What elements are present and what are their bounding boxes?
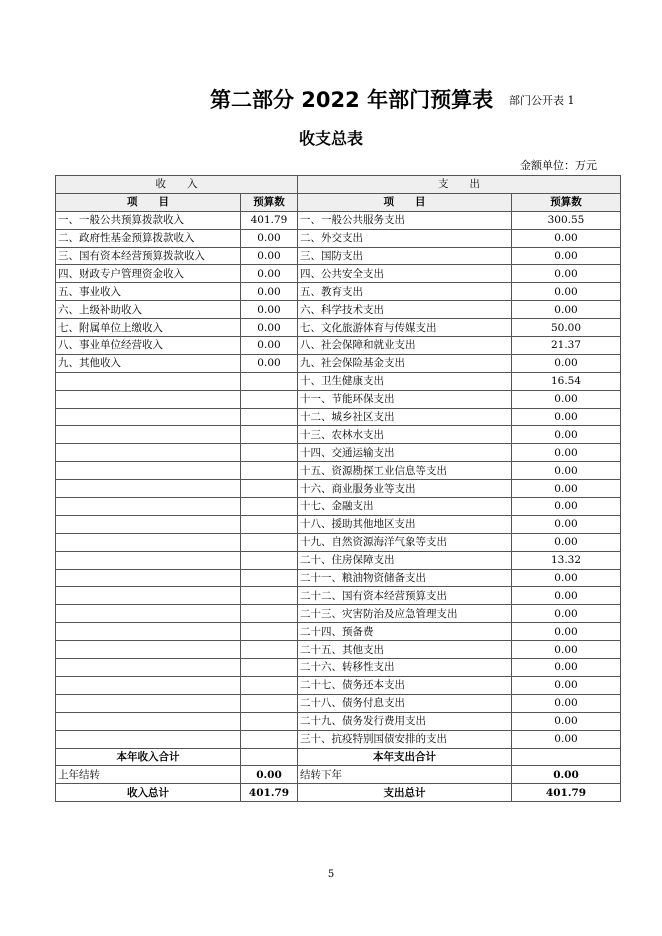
table-row xyxy=(56,641,621,659)
expense-item-cell: 十七、金融支出 xyxy=(298,498,512,516)
income-amount-cell: 0.00 xyxy=(241,265,298,283)
income-item-cell: 二、政府性基金预算拨款收入 xyxy=(56,229,241,247)
table-row xyxy=(56,480,621,498)
income-year-total-label: 本年收入合计 xyxy=(56,748,241,766)
expense-amount-cell: 0.00 xyxy=(512,426,621,444)
income-item-cell xyxy=(56,498,241,516)
income-amount-cell xyxy=(241,462,298,480)
expense-item-cell: 十二、城乡社区支出 xyxy=(298,408,512,426)
income-item-cell xyxy=(56,730,241,748)
expense-amount-header: 预算数 xyxy=(512,193,621,211)
expense-amount-cell: 0.00 xyxy=(512,569,621,587)
carry-out-value: 0.00 xyxy=(512,766,621,784)
expense-amount-cell: 13.32 xyxy=(512,551,621,569)
table-row xyxy=(56,211,621,229)
expense-item-header: 项 目 xyxy=(298,193,512,211)
expense-amount-cell: 0.00 xyxy=(512,659,621,677)
column-header-row xyxy=(56,193,621,211)
income-amount-cell xyxy=(241,694,298,712)
income-item-cell xyxy=(56,676,241,694)
table-row xyxy=(56,229,621,247)
grand-total-row xyxy=(56,784,621,802)
expense-amount-cell: 0.00 xyxy=(512,229,621,247)
expense-amount-cell: 0.00 xyxy=(512,480,621,498)
table-row xyxy=(56,623,621,641)
expense-item-cell: 二十四、预备费 xyxy=(298,623,512,641)
income-year-total-value xyxy=(241,748,298,766)
income-item-header: 项 目 xyxy=(56,193,241,211)
table-row xyxy=(56,498,621,516)
income-amount-cell: 0.00 xyxy=(241,354,298,372)
expense-amount-cell: 21.37 xyxy=(512,337,621,355)
expense-item-cell: 十六、商业服务业等支出 xyxy=(298,480,512,498)
table-row xyxy=(56,247,621,265)
carry-over-row xyxy=(56,766,621,784)
income-item-cell xyxy=(56,426,241,444)
income-amount-cell xyxy=(241,659,298,677)
income-amount-cell xyxy=(241,408,298,426)
expense-amount-cell: 0.00 xyxy=(512,694,621,712)
table-row xyxy=(56,694,621,712)
income-item-cell xyxy=(56,408,241,426)
table-row xyxy=(56,587,621,605)
table-row xyxy=(56,337,621,355)
income-amount-cell xyxy=(241,587,298,605)
expense-item-cell: 十八、援助其他地区支出 xyxy=(298,515,512,533)
income-amount-cell xyxy=(241,426,298,444)
expense-section-header: 支 出 xyxy=(298,176,621,194)
carry-out-label: 结转下年 xyxy=(298,766,512,784)
income-amount-cell xyxy=(241,569,298,587)
income-amount-cell xyxy=(241,515,298,533)
expense-amount-cell: 0.00 xyxy=(512,283,621,301)
income-amount-cell: 0.00 xyxy=(241,283,298,301)
income-amount-cell xyxy=(241,551,298,569)
income-amount-header: 预算数 xyxy=(241,193,298,211)
expense-item-cell: 三、国防支出 xyxy=(298,247,512,265)
income-item-cell xyxy=(56,372,241,390)
expense-item-cell: 三十、抗疫特别国债安排的支出 xyxy=(298,730,512,748)
expense-amount-cell: 0.00 xyxy=(512,533,621,551)
table-row xyxy=(56,551,621,569)
table-row xyxy=(56,426,621,444)
income-item-cell: 四、财政专户管理资金收入 xyxy=(56,265,241,283)
income-item-cell: 五、事业收入 xyxy=(56,283,241,301)
expense-amount-cell: 0.00 xyxy=(512,354,621,372)
expense-item-cell: 二十一、粮油物资储备支出 xyxy=(298,569,512,587)
income-item-cell xyxy=(56,444,241,462)
expense-item-cell: 六、科学技术支出 xyxy=(298,301,512,319)
income-item-cell xyxy=(56,569,241,587)
expense-item-cell: 十、卫生健康支出 xyxy=(298,372,512,390)
income-item-cell xyxy=(56,533,241,551)
table-row xyxy=(56,712,621,730)
income-amount-cell xyxy=(241,372,298,390)
income-total-label: 收入总计 xyxy=(56,784,241,802)
expense-amount-cell: 0.00 xyxy=(512,587,621,605)
table-row xyxy=(56,676,621,694)
expense-amount-cell: 0.00 xyxy=(512,730,621,748)
expense-item-cell: 二十六、转移性支出 xyxy=(298,659,512,677)
section-header-row xyxy=(56,176,621,194)
table-row xyxy=(56,372,621,390)
expense-item-cell: 二十、住房保障支出 xyxy=(298,551,512,569)
table-row xyxy=(56,659,621,677)
income-item-cell xyxy=(56,712,241,730)
table-row xyxy=(56,301,621,319)
income-amount-cell xyxy=(241,498,298,516)
expense-item-cell: 十一、节能环保支出 xyxy=(298,390,512,408)
table-tag: 部门公开表 1 xyxy=(509,94,575,107)
page-number: 5 xyxy=(327,869,335,880)
expense-amount-cell: 0.00 xyxy=(512,247,621,265)
table-row xyxy=(56,515,621,533)
income-amount-cell: 0.00 xyxy=(241,229,298,247)
expense-item-cell: 二十七、债务还本支出 xyxy=(298,676,512,694)
income-item-cell xyxy=(56,623,241,641)
expense-item-cell: 二十八、债务付息支出 xyxy=(298,694,512,712)
income-item-cell: 一、一般公共预算拨款收入 xyxy=(56,211,241,229)
income-amount-cell xyxy=(241,712,298,730)
income-amount-cell: 0.00 xyxy=(241,319,298,337)
income-item-cell xyxy=(56,390,241,408)
table-subtitle: 收支总表 xyxy=(298,129,363,148)
expense-amount-cell: 0.00 xyxy=(512,515,621,533)
income-amount-cell: 0.00 xyxy=(241,247,298,265)
income-item-cell: 九、其他收入 xyxy=(56,354,241,372)
expense-total-value: 401.79 xyxy=(512,784,621,802)
income-item-cell xyxy=(56,587,241,605)
table-row xyxy=(56,444,621,462)
table-row xyxy=(56,408,621,426)
expense-year-total-value xyxy=(512,748,621,766)
income-item-cell xyxy=(56,641,241,659)
income-amount-cell xyxy=(241,390,298,408)
table-row xyxy=(56,354,621,372)
expense-amount-cell: 0.00 xyxy=(512,623,621,641)
income-amount-cell xyxy=(241,533,298,551)
table-row xyxy=(56,283,621,301)
expense-total-label: 支出总计 xyxy=(298,784,512,802)
expense-amount-cell: 0.00 xyxy=(512,498,621,516)
expense-item-cell: 八、社会保障和就业支出 xyxy=(298,337,512,355)
table-row xyxy=(56,605,621,623)
expense-amount-cell: 0.00 xyxy=(512,712,621,730)
expense-item-cell: 十五、资源勘探工业信息等支出 xyxy=(298,462,512,480)
expense-item-cell: 一、一般公共服务支出 xyxy=(298,211,512,229)
unit-label: 金额单位：万元 xyxy=(520,159,597,172)
expense-item-cell: 十九、自然资源海洋气象等支出 xyxy=(298,533,512,551)
table-row xyxy=(56,265,621,283)
table-row xyxy=(56,462,621,480)
year-total-row xyxy=(56,748,621,766)
table-row xyxy=(56,569,621,587)
income-item-cell xyxy=(56,551,241,569)
expense-item-cell: 七、文化旅游体育与传媒支出 xyxy=(298,319,512,337)
income-amount-cell xyxy=(241,480,298,498)
expense-amount-cell: 0.00 xyxy=(512,265,621,283)
income-item-cell: 三、国有资本经营预算拨款收入 xyxy=(56,247,241,265)
carry-in-label: 上年结转 xyxy=(56,766,241,784)
table-row xyxy=(56,390,621,408)
page-title: 第二部分 2022 年部门预算表 xyxy=(210,88,494,112)
income-amount-cell xyxy=(241,605,298,623)
expense-amount-cell: 0.00 xyxy=(512,641,621,659)
expense-item-cell: 二十九、债务发行费用支出 xyxy=(298,712,512,730)
expense-amount-cell: 300.55 xyxy=(512,211,621,229)
expense-item-cell: 二十三、灾害防治及应急管理支出 xyxy=(298,605,512,623)
income-amount-cell xyxy=(241,444,298,462)
expense-item-cell: 五、教育支出 xyxy=(298,283,512,301)
income-item-cell xyxy=(56,659,241,677)
carry-in-value: 0.00 xyxy=(241,766,298,784)
table-row xyxy=(56,319,621,337)
income-amount-cell: 0.00 xyxy=(241,301,298,319)
expense-amount-cell: 0.00 xyxy=(512,301,621,319)
expense-item-cell: 十三、农林水支出 xyxy=(298,426,512,444)
income-amount-cell xyxy=(241,730,298,748)
budget-table-footer xyxy=(56,748,621,802)
budget-table xyxy=(55,175,621,802)
expense-amount-cell: 0.00 xyxy=(512,408,621,426)
income-section-header: 收 入 xyxy=(56,176,298,194)
income-item-cell: 八、事业单位经营收入 xyxy=(56,337,241,355)
income-amount-cell: 401.79 xyxy=(241,211,298,229)
expense-amount-cell: 0.00 xyxy=(512,605,621,623)
expense-item-cell: 九、社会保险基金支出 xyxy=(298,354,512,372)
expense-item-cell: 十四、交通运输支出 xyxy=(298,444,512,462)
expense-amount-cell: 16.54 xyxy=(512,372,621,390)
income-amount-cell xyxy=(241,623,298,641)
income-amount-cell xyxy=(241,641,298,659)
expense-item-cell: 二、外交支出 xyxy=(298,229,512,247)
income-item-cell xyxy=(56,605,241,623)
income-total-value: 401.79 xyxy=(241,784,298,802)
expense-amount-cell: 0.00 xyxy=(512,444,621,462)
income-item-cell xyxy=(56,462,241,480)
expense-amount-cell: 0.00 xyxy=(512,462,621,480)
income-amount-cell: 0.00 xyxy=(241,337,298,355)
income-item-cell xyxy=(56,515,241,533)
expense-item-cell: 二十二、国有资本经营预算支出 xyxy=(298,587,512,605)
table-row xyxy=(56,730,621,748)
expense-amount-cell: 0.00 xyxy=(512,390,621,408)
table-row xyxy=(56,533,621,551)
income-item-cell xyxy=(56,480,241,498)
income-item-cell: 六、上级补助收入 xyxy=(56,301,241,319)
income-item-cell: 七、附属单位上缴收入 xyxy=(56,319,241,337)
expense-amount-cell: 0.00 xyxy=(512,676,621,694)
budget-table-body xyxy=(56,176,621,749)
income-amount-cell xyxy=(241,676,298,694)
income-item-cell xyxy=(56,694,241,712)
expense-amount-cell: 50.00 xyxy=(512,319,621,337)
expense-item-cell: 四、公共安全支出 xyxy=(298,265,512,283)
expense-year-total-label: 本年支出合计 xyxy=(298,748,512,766)
expense-item-cell: 二十五、其他支出 xyxy=(298,641,512,659)
